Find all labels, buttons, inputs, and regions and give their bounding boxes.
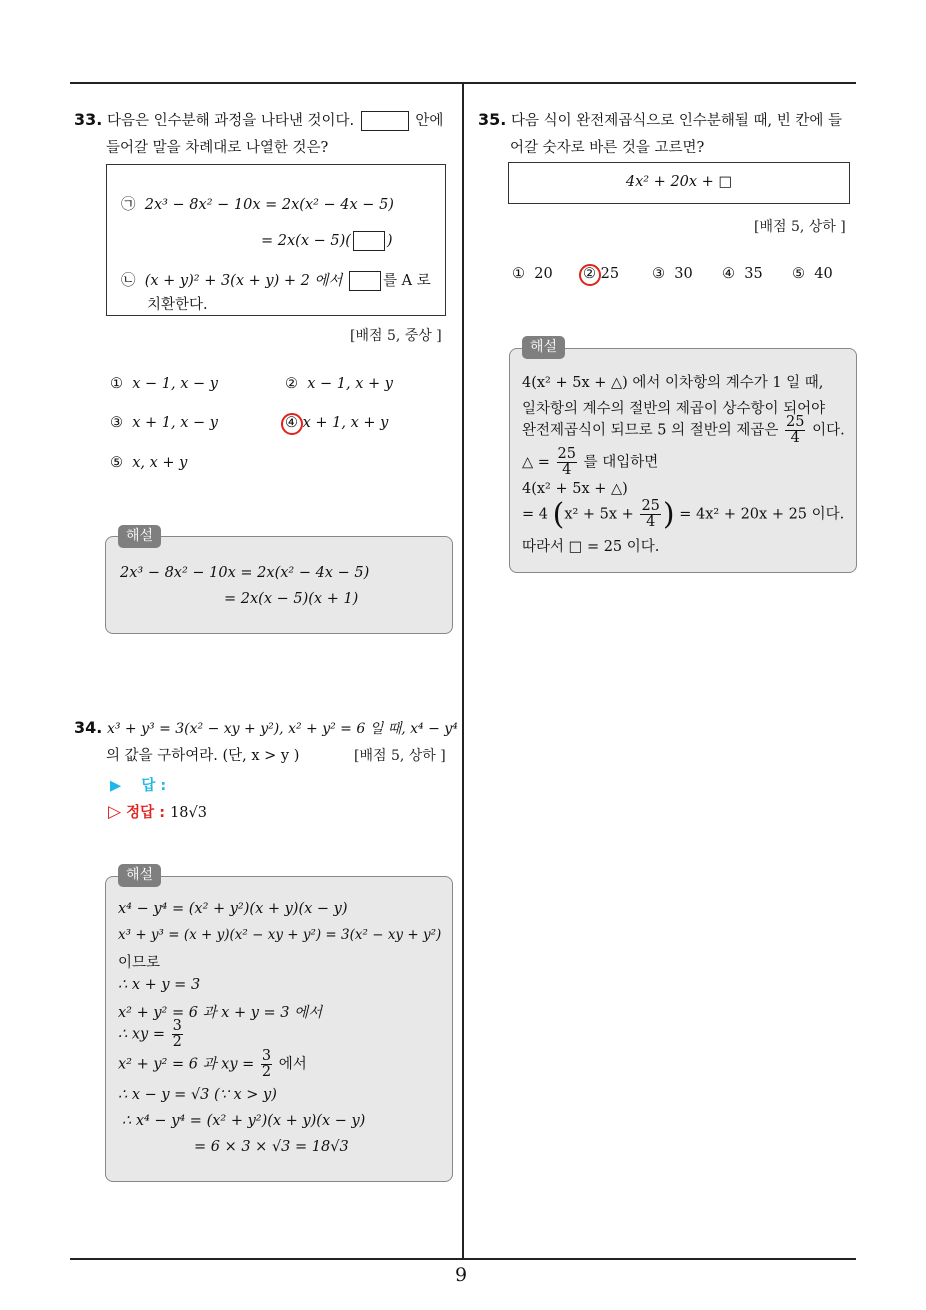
q33-box-line3 [121, 269, 431, 291]
q35-choice-1-mark: ① [512, 266, 525, 282]
q34-sol-line4: ∴ x + y = 3 [118, 977, 201, 993]
q35-sol-line4b: 를 대입하면 [583, 454, 659, 471]
q33-box-line2 [261, 231, 393, 251]
q33-blank-2 [349, 271, 381, 291]
q34-sol-line6-text: ∴ xy = [118, 1026, 165, 1043]
q35-choice-4-text: 35 [744, 266, 763, 282]
q34-sol-line1: x⁴ − y⁴ = (x² + y²)(x + y)(x − y) [118, 901, 348, 917]
q33-box-line1 [121, 193, 394, 214]
q34-sol-line6 [118, 1019, 185, 1050]
q35-solution-tag: 해설 [522, 336, 565, 359]
q34-correct-row [108, 801, 207, 822]
outline-arrow-icon: ▷ [108, 802, 122, 822]
q35-frac-1 [785, 415, 805, 446]
q35-choice-1-text: 20 [534, 266, 553, 282]
q34-frac-1 [172, 1019, 183, 1050]
q33-choice-3-mark: ③ [110, 415, 123, 431]
q35-expression-box [508, 162, 850, 204]
q33-answer-circle [281, 413, 303, 435]
q35-score: [배점 5, 상하 ] [754, 219, 846, 235]
q35-choice-4[interactable] [722, 266, 763, 282]
q34-correct-label: 정답 : [126, 805, 166, 821]
q35-box-expr: 4x² + 20x + □ [625, 174, 733, 190]
q35-frac-3-num: 25 [641, 498, 660, 514]
q34-solution-tag: 해설 [118, 864, 161, 887]
q35-frac-2 [557, 447, 577, 478]
q35-sol-line3a: 완전제곱식이 되므로 5 의 절반의 제곱은 [522, 422, 779, 439]
q33-choice-4-mark: ④ [285, 415, 298, 431]
q33-solution-tag: 해설 [118, 525, 161, 548]
q33-blank-box [361, 111, 409, 131]
q33-choice-3-text: x + 1, x − y [132, 415, 218, 431]
q33-box-line3a: (x + y)² + 3(x + y) + 2 에서 [144, 273, 343, 289]
q33-choice-3[interactable] [110, 415, 218, 431]
q33-choice-5-mark: ⑤ [110, 455, 123, 471]
q33-choice-2-text: x − 1, x + y [307, 376, 393, 392]
q33-text-b: 안에 [415, 113, 444, 129]
q34-sol-line7 [118, 1049, 307, 1080]
q33-solution-box [105, 536, 453, 634]
q35-sol-line6c: = 4x² + 20x + 25 이다. [679, 506, 845, 523]
q33-score: [배점 5, 중상 ] [350, 328, 442, 344]
q34-sol-line2: x³ + y³ = (x + y)(x² − xy + y²) = 3(x² − xy + y²) [118, 927, 442, 943]
q35-sol-line7: 따라서 □ = 25 이다. [522, 539, 660, 555]
q34-number: 34. [74, 718, 103, 737]
q35-text-b: 어갈 숫자로 바른 것을 고르면? [510, 140, 705, 156]
q35-frac-1-den: 4 [790, 430, 800, 446]
q33-choice-1[interactable] [110, 376, 218, 392]
q33-mark-a: ㉠ [121, 197, 136, 213]
q35-sol-line4a: △ = [522, 454, 550, 471]
q34-sol-line7-text: x² + y² = 6 과 xy = [118, 1056, 255, 1073]
q33-choice-1-text: x − 1, x − y [132, 376, 218, 392]
q35-sol-line3b: 이다. [812, 422, 845, 439]
q35-sol-line6 [522, 497, 844, 532]
q35-frac-2-den: 4 [562, 462, 572, 478]
q35-choice-5[interactable] [792, 266, 833, 282]
q34-frac-1-den: 2 [172, 1034, 182, 1050]
q35-solution-box [509, 348, 857, 573]
q33-text-a: 다음은 인수분해 과정을 나타낸 것이다. [106, 113, 355, 129]
q33-choice-4-text: x + 1, x + y [302, 415, 389, 431]
bottom-rule [70, 1258, 856, 1260]
q35-question [478, 106, 863, 162]
q34-sol-line3: 이므로 [118, 955, 161, 971]
q33-mark-b: ㉡ [121, 273, 136, 289]
q35-choice-3-text: 30 [674, 266, 693, 282]
q34-frac-2-num: 3 [261, 1048, 272, 1064]
q35-choice-1[interactable] [512, 266, 553, 282]
q33-choice-2-mark: ② [285, 376, 298, 392]
q35-choice-2-mark: ② [583, 266, 596, 282]
right-paren-icon: ) [662, 497, 675, 532]
q35-frac-3 [640, 499, 660, 530]
q33-box-line4: 치환한다. [147, 297, 208, 313]
q35-choice-2-text: 25 [600, 266, 620, 282]
q35-sol-line6b: x² + 5x + [564, 506, 634, 523]
q34-sol-line7-tail: 에서 [278, 1056, 307, 1073]
q35-sol-line2: 일차항의 계수의 절반의 제곱이 상수항이 되어야 [522, 401, 826, 417]
q34-sol-line5: x² + y² = 6 과 x + y = 3 에서 [118, 1005, 323, 1021]
q34-solution-box [105, 876, 453, 1182]
q34-sol-line9: ∴ x⁴ − y⁴ = (x² + y²)(x + y)(x − y) [122, 1113, 366, 1129]
q33-solution-line1: 2x³ − 8x² − 10x = 2x(x² − 4x − 5) [120, 565, 370, 581]
q33-choice-1-mark: ① [110, 376, 123, 392]
q35-choice-4-mark: ④ [722, 266, 735, 282]
q35-frac-3-den: 4 [646, 514, 656, 530]
q34-answer-label: 답 : [141, 778, 167, 794]
q33-blank-1 [353, 231, 385, 251]
q35-choice-3[interactable] [652, 266, 693, 282]
q33-solution-line2: = 2x(x − 5)(x + 1) [224, 591, 359, 607]
q33-text-c: 들어갈 말을 차례대로 나열한 것은? [106, 140, 329, 156]
q35-choice-3-mark: ③ [652, 266, 665, 282]
q35-sol-line5: 4(x² + 5x + △) [522, 481, 628, 497]
q33-problem-box [106, 164, 446, 316]
q35-answer-circle [579, 264, 601, 286]
q34-frac-2 [261, 1049, 272, 1080]
left-paren-icon: ( [552, 497, 565, 532]
q34-frac-1-num: 3 [172, 1018, 182, 1034]
q33-box-line2a: = 2x(x − 5)( [261, 233, 351, 249]
column-divider [462, 82, 464, 1260]
page-number: 9 [455, 1264, 468, 1286]
q34-answer-row[interactable] [110, 774, 166, 795]
play-arrow-icon: ▶ [110, 778, 122, 794]
q35-sol-line6a: = 4 [522, 506, 548, 523]
q35-number: 35. [478, 110, 507, 129]
q34-text-a: x³ + y³ = 3(x² − xy + y²), x² + y² = 6 일 때, x⁴ − y⁴ [106, 721, 458, 737]
q33-box-line2b: ) [386, 233, 393, 249]
q35-sol-line1: 4(x² + 5x + △) 에서 이차항의 계수가 1 일 때, [522, 375, 824, 391]
q33-box-line1-text: 2x³ − 8x² − 10x = 2x(x² − 4x − 5) [144, 197, 394, 213]
q33-choice-5-text: x, x + y [132, 455, 188, 471]
q34-sol-line8: ∴ x − y = √3 (∵ x > y) [118, 1087, 277, 1103]
q33-number: 33. [74, 110, 103, 129]
q33-question [74, 106, 459, 162]
q34-correct-value: 18√3 [170, 805, 207, 821]
q33-choice-2[interactable] [285, 376, 393, 392]
q33-box-line3b: 를 A 로 [383, 273, 431, 289]
q35-choice-5-mark: ⑤ [792, 266, 805, 282]
q35-text-a: 다음 식이 완전제곱식으로 인수분해될 때, 빈 칸에 들 [510, 113, 842, 129]
q34-frac-2-den: 2 [261, 1064, 272, 1080]
q34-text-b: 의 값을 구하여라. (단, x > y ) [106, 748, 300, 764]
q34-score: [배점 5, 상하 ] [354, 748, 446, 764]
q34-sol-line10: = 6 × 3 × √3 = 18√3 [194, 1139, 349, 1155]
q35-sol-line4 [522, 447, 658, 478]
q35-frac-2-num: 25 [557, 446, 576, 462]
q33-choice-5[interactable] [110, 455, 187, 471]
q35-sol-line3 [522, 415, 845, 446]
q35-choice-5-text: 40 [814, 266, 833, 282]
q35-frac-1-num: 25 [786, 414, 805, 430]
